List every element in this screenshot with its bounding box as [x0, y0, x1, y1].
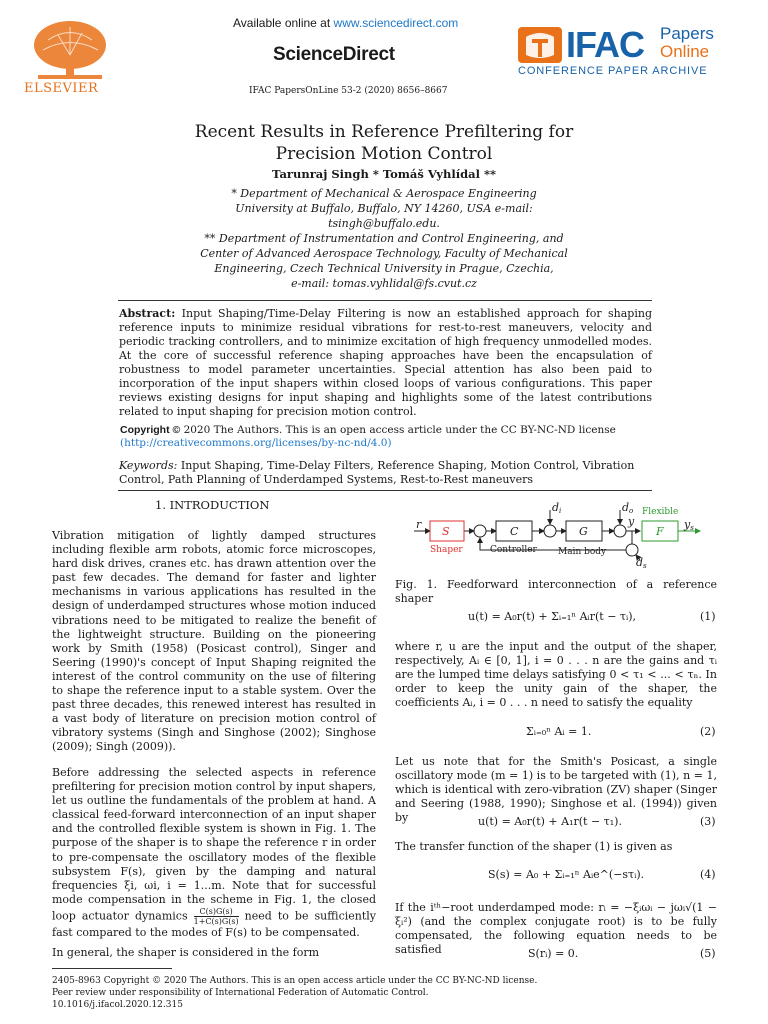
keywords [119, 459, 652, 487]
right-paragraph-1: where r, u are the input and the output of the shaper, respectively, Aᵢ ∈ [0, 1], i = 0 . . . n are the gains and τᵢ are the lumped time delays satisfying 0 < τ₁ < ... < τₙ. In order to keep the unity gain of the shaper, the coefficients Aᵢ, i = 0 . . . n need to satisfy the equality [395, 640, 717, 710]
sum-junction-2 [544, 525, 556, 537]
right-paragraph-3: The transfer function of the shaper (1) is given as [395, 840, 673, 853]
label-r: r [416, 518, 422, 531]
journal-citation: IFAC PapersOnLine 53-2 (2020) 8656–8667 [249, 86, 448, 96]
abstract-top-rule [118, 300, 652, 301]
keywords-text: Input Shaping, Time-Delay Filters, Reference Shaping, Motion Control, Vibration Control, Path Planning of Underdamped Systems, Rest-to-Rest maneuvers [119, 459, 635, 486]
ifac-logo-icon [518, 27, 562, 65]
abstract [119, 307, 652, 419]
availability-line [233, 16, 458, 30]
sciencedirect-link[interactable]: www.sciencedirect.com [333, 16, 459, 30]
footer-rule [52, 968, 172, 969]
equation-2-number: (2) [700, 725, 716, 738]
affiliation-2-line1: ** Department of Instrumentation and Control Engineering, and [204, 232, 564, 245]
copyright-notice [120, 424, 616, 450]
equation-2: Σᵢ₌₀ⁿ Aᵢ = 1. [526, 725, 592, 738]
sum-junction-1 [474, 525, 486, 537]
affiliation-1-line2: University at Buffalo, Buffalo, NY 14260, USA e-mail: [235, 202, 533, 215]
intro-paragraph-1: Vibration mitigation of lightly damped structures including flexible arm robots, atomic force microscopes, hard disk drives, cranes etc. has drawn attention over the past few decades. The demand for faster and lighter mechanisms in various applications has resulted in the design of underdamped structures whose motion induced vibrations need to be mitigated to realize the benefit of the lightweight structure. Building on the pioneering work by Smith (1958) (Posicast control), Singer and Seering (1990)'s concept of Input Shaping reignited the interest of the control community on the use of filtering to shape the reference input to a stable system. Over the past three decades, this renewed interest has resulted in a vast body of literature on precision motion control of vibratory systems (Singh and Singhose (2002); Singhose (2009); Singh (2009)). [52, 529, 376, 754]
section-heading-introduction: 1. INTRODUCTION [155, 498, 270, 512]
equation-4-number: (4) [700, 868, 716, 881]
equation-1-number: (1) [700, 610, 716, 623]
sum-junction-4 [626, 544, 638, 556]
footer-peer-review: Peer review under responsibility of International Federation of Automatic Control. [52, 988, 429, 998]
figure-1-block-diagram [400, 500, 718, 572]
caption-controller: Controller [490, 545, 537, 555]
footer-copyright: 2405-8963 Copyright © 2020 The Authors. This is an open access article under the CC BY-NC-ND license. [52, 976, 538, 986]
affiliation-2-line4: e-mail: tomas.vyhlidal@fs.cvut.cz [291, 277, 477, 290]
keywords-bottom-rule [118, 490, 652, 491]
paper-title-line2: Precision Motion Control [275, 144, 493, 164]
affiliation-2-line2: Center of Advanced Aerospace Technology, Faculty of Mechanical [200, 247, 568, 260]
footer [52, 975, 712, 1011]
equation-3: u(t) = A₀r(t) + A₁r(t − τ₁). [478, 815, 622, 828]
availability-prefix: Available online at [233, 16, 334, 30]
footer-doi: 10.1016/j.ifacol.2020.12.315 [52, 1000, 183, 1010]
label-C: C [510, 525, 519, 538]
label-F: F [656, 525, 664, 538]
ifac-wordmark: IFAC [566, 24, 645, 65]
abstract-text: Input Shaping/Time-Delay Filtering is now an established approach for shaping reference inputs to minimize residual vibrations for rest-to-rest maneuvers, velocity and periodic tracking controllers, and to minimize excitation of high frequency unmodelled modes. At the core of successful reference shaping approaches have been the encapsulation of robustness to model parameter uncertainties. Special attention has also been paid to incorporation of the input shapers within closed loops of various configurations. This paper reviews existing designs for input shaping and highlights some of the latest contributions related to input shaping for precision motion control. [119, 307, 652, 418]
copyright-label: Copyright © [120, 424, 181, 436]
intro-paragraph-2 [52, 766, 376, 940]
affiliation-1-line1: * Department of Mechanical & Aerospace Engineering [231, 187, 537, 200]
caption-main-body: Main body [558, 547, 607, 557]
caption-flexible: Flexible [642, 507, 679, 517]
elsevier-wordmark: ELSEVIER [24, 81, 99, 96]
sciencedirect-brand: ScienceDirect [273, 44, 395, 65]
figure-1-caption: Fig. 1. Feedforward interconnection of a reference shaper [395, 578, 717, 606]
affiliation-2-line3: Engineering, Czech Technical University in Prague, Czechia, [214, 262, 554, 275]
actuator-dynamics-fraction [194, 907, 239, 926]
paper-title-line1: Recent Results in Reference Prefiltering for [194, 122, 574, 142]
equation-1: u(t) = A₀r(t) + Σᵢ₌₁ⁿ Aᵢr(t − τᵢ), [468, 610, 637, 623]
label-ds: ds [636, 556, 647, 570]
right-paragraph-4: If the iᵗʰ−root underdamped mode: rᵢ = −ξᵢωᵢ − jωᵢ√(1 − ξᵢ²) (and the complex conjugate root) is to be fully compensated, the following equation needs to be satisfied [395, 901, 717, 957]
abstract-label: Abstract: [119, 307, 176, 320]
ifac-online-label: Online [660, 42, 710, 61]
label-do: do [622, 501, 634, 515]
right-paragraph-2: Let us note that for the Smith's Posicast, a single oscillatory mode (m = 1) is to be targeted with (1), n = 1, which is identical with zero-vibration (ZV) shaper (Singer and Seering (1988, 1990); Singhose et al. (1994)) given by [395, 755, 717, 825]
equation-3-number: (3) [700, 815, 716, 828]
copyright-text: 2020 The Authors. This is an open access article under the CC BY-NC-ND license [180, 424, 616, 436]
ifac-archive-label: CONFERENCE PAPER ARCHIVE [518, 65, 708, 77]
ifac-papers-label: Papers [660, 24, 714, 43]
keywords-label: Keywords: [119, 459, 178, 472]
fraction-numerator: C(s)G(s) [194, 907, 239, 917]
label-di: di [552, 501, 562, 515]
intro-paragraph-3: In general, the shaper is considered in the form [52, 946, 320, 959]
label-ys: ys [684, 518, 694, 532]
intro-p2-text: Before addressing the selected aspects in reference prefiltering for precision motion control by input shapers, let us outline the fundamentals of the problem at hand. A classical feed-forward interconnection of an input shaper and the controlled flexible system is shown in Fig. 1. The purpose of the shaper is to shape the reference r in order to pre-compensate the oscillatory modes of the flexible subsystem F(s), given by the damping and natural frequencies ξi, ωi, i = 1...m. Note that for successful mode compensation in the scheme in Fig. 1, the closed loop actuator dynamics [52, 766, 376, 923]
label-G: G [579, 525, 588, 538]
fraction-denominator: 1+C(s)G(s) [193, 916, 239, 926]
authors: Tarunraj Singh * Tomáš Vyhlídal ** [272, 167, 496, 181]
equation-5: S(rᵢ) = 0. [528, 947, 579, 960]
affiliation-1-line3: tsingh@buffalo.edu. [328, 217, 440, 230]
intro-p2-end: need to be sufficiently fast compared to the modes of F(s) to be compensated. [52, 909, 376, 939]
label-S: S [442, 525, 450, 538]
caption-shaper: Shaper [430, 545, 463, 555]
label-y: y [628, 515, 635, 528]
equation-4: S(s) = A₀ + Σᵢ₌₁ⁿ Aᵢe^(−sτᵢ). [488, 868, 645, 881]
license-link[interactable]: (http://creativecommons.org/licenses/by-nc-nd/4.0) [120, 437, 392, 449]
equation-5-number: (5) [700, 947, 716, 960]
sum-junction-3 [614, 525, 626, 537]
